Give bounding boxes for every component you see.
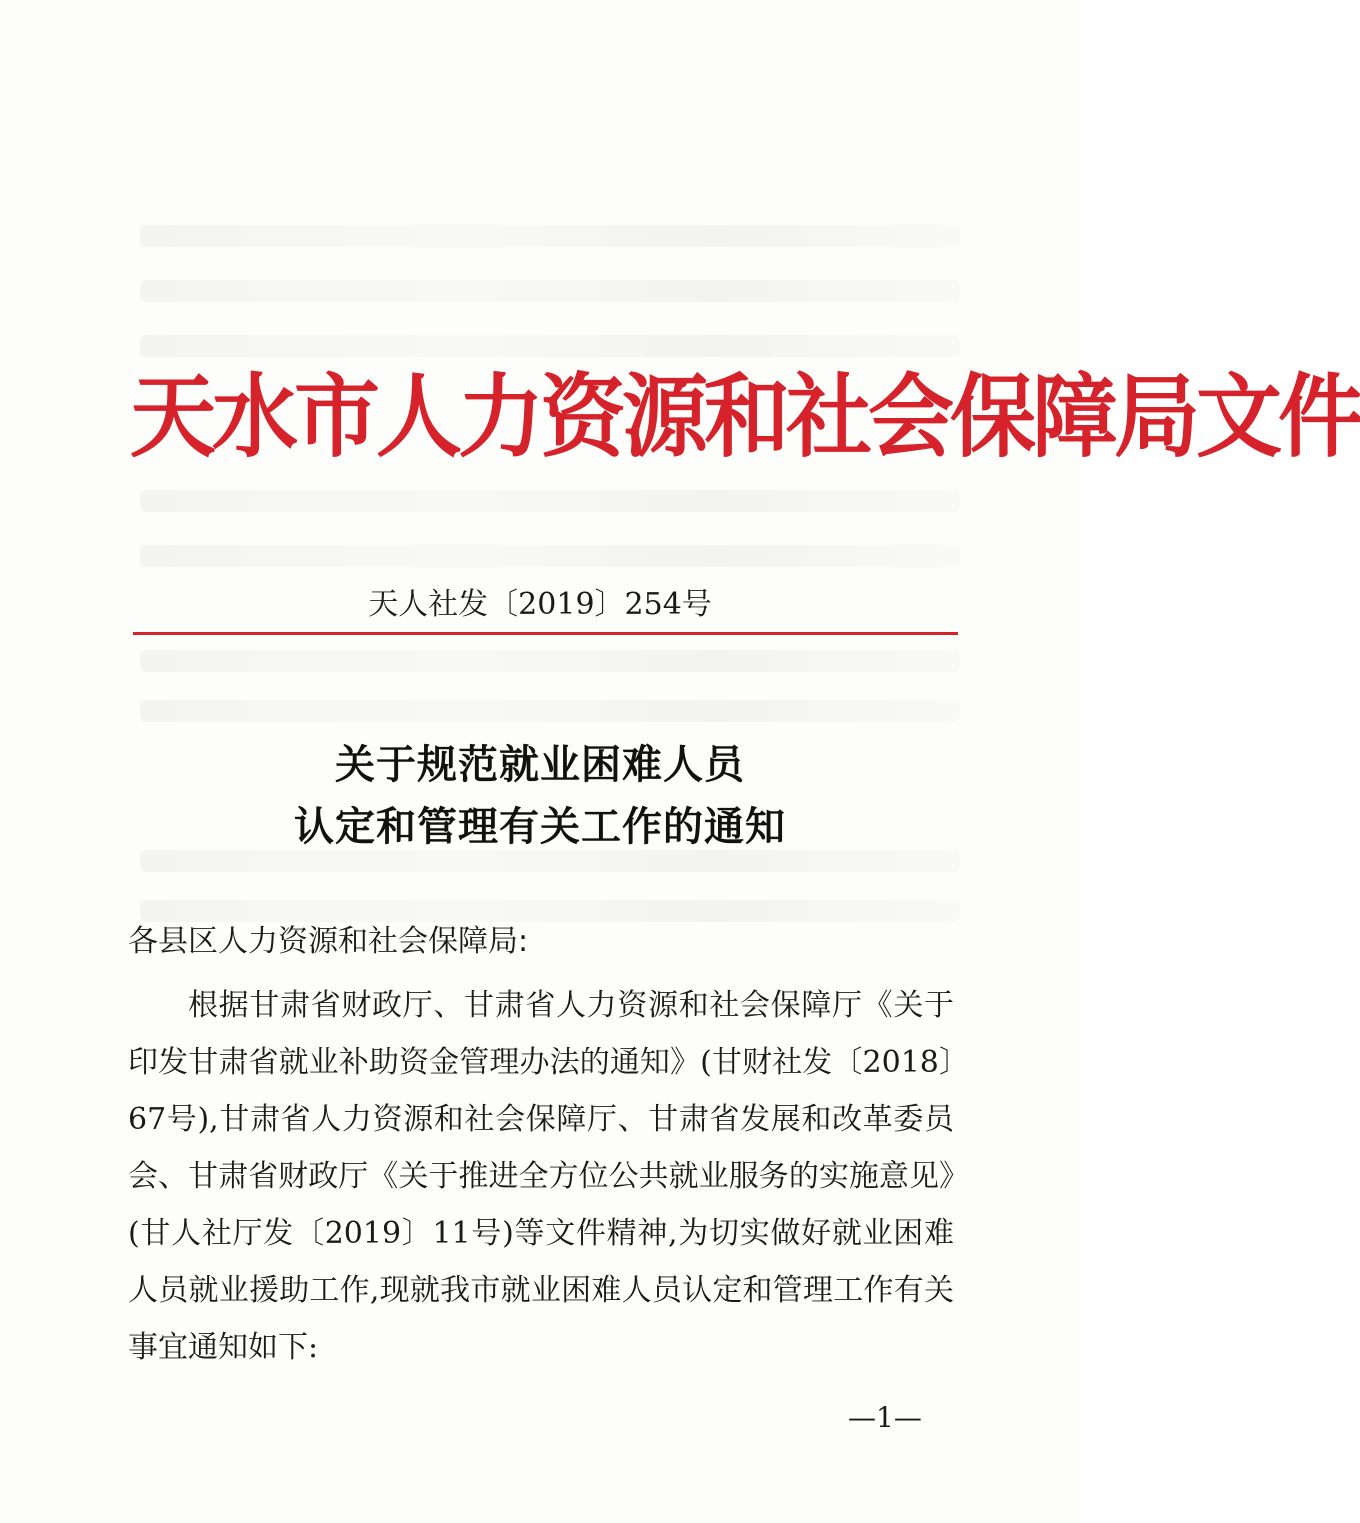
bleed-through-line — [140, 545, 960, 567]
masthead-red-rule — [133, 632, 958, 635]
document-number: 天人社发〔2019〕254号 — [368, 587, 712, 622]
document-masthead: 天水市人力资源和社会保障局文件 — [130, 364, 1360, 471]
bleed-through-line — [140, 335, 960, 357]
bleed-through-line — [140, 280, 960, 302]
bleed-through-line — [140, 700, 960, 722]
document-title-line-2: 认定和管理有关工作的通知 — [294, 803, 786, 850]
bleed-through-line — [140, 225, 960, 247]
body-paragraph: 根据甘肃省财政厅、甘肃省人力资源和社会保障厅《关于印发甘肃省就业补助资金管理办法的通知》(甘财社发〔2018〕67号),甘肃省人力资源和社会保障厅、甘肃省发展和改革委员会、甘肃省财政厅《关于推进全方位公共就业服务的实施意见》(甘人社厅发〔2019〕11号)等文件精神,为切实做好就业困难人员就业援助工作,现就我市就业困难人员认定和管理工作有关事宜通知如下: — [128, 988, 954, 1365]
bleed-through-line — [140, 900, 960, 922]
bleed-through-line — [140, 490, 960, 512]
bleed-through-line — [140, 650, 960, 672]
page-number: —1— — [848, 1401, 922, 1434]
document-title-line-1: 关于规范就业困难人员 — [335, 741, 745, 788]
salutation: 各县区人力资源和社会保障局: — [128, 924, 529, 959]
